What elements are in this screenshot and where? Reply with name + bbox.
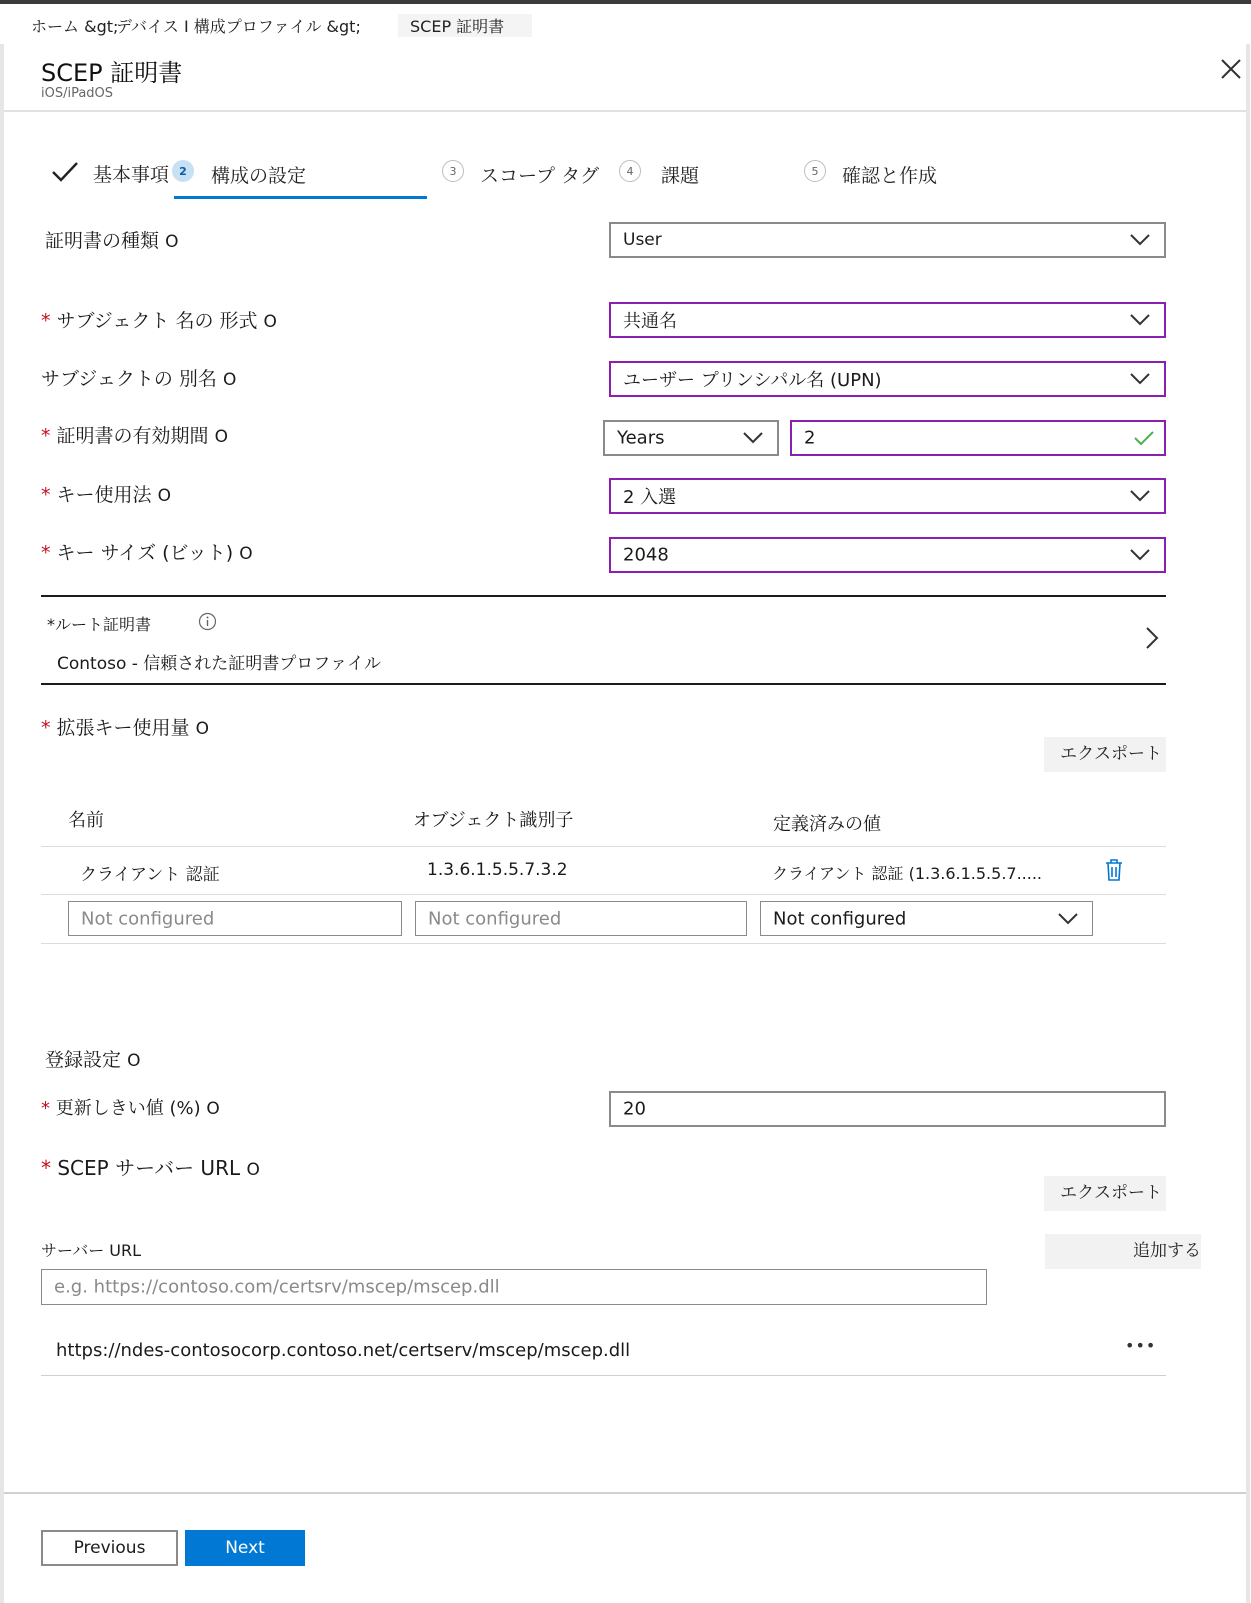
step-configuration[interactable] — [172, 160, 432, 190]
info-icon[interactable]: O — [157, 486, 171, 506]
eku-label: * 拡張キー使用量 O — [41, 717, 209, 739]
add-server-url-button[interactable]: 追加する — [1045, 1234, 1201, 1269]
step-basics[interactable] — [50, 160, 180, 190]
root-cert-row[interactable] — [41, 597, 1166, 683]
info-icon[interactable]: O — [206, 1099, 220, 1119]
info-icon[interactable]: O — [165, 232, 179, 252]
cert-type-label: 証明書の種類 O — [45, 230, 179, 252]
eku-predefined-select[interactable] — [760, 901, 1093, 936]
table-row — [41, 847, 1166, 894]
step-number-2: 2 — [172, 160, 194, 182]
server-url-rule — [41, 1375, 1166, 1376]
step-label-scope-tags: スコープ タグ — [480, 165, 600, 187]
key-size-value: 2048 — [623, 544, 669, 566]
renewal-input[interactable] — [609, 1091, 1166, 1127]
more-icon[interactable]: ••• — [1125, 1336, 1157, 1355]
step-number-5: 5 — [804, 160, 826, 182]
eku-row-name: クライアント 認証 — [80, 865, 220, 885]
footer-divider — [4, 1492, 1246, 1494]
info-icon[interactable]: O — [214, 427, 228, 447]
subject-name-select[interactable] — [609, 302, 1166, 338]
close-icon[interactable] — [1220, 58, 1242, 80]
step-assignments[interactable] — [619, 160, 719, 190]
info-icon[interactable]: O — [239, 544, 253, 564]
trash-icon[interactable] — [1104, 858, 1124, 882]
chevron-down-icon — [1130, 490, 1150, 502]
step-number-3: 3 — [442, 160, 464, 182]
subject-alt-value: ユーザー プリンシパル名 (UPN) — [623, 370, 882, 391]
subject-name-label: * サブジェクト 名の 形式 O — [41, 310, 277, 332]
cert-type-select[interactable] — [609, 222, 1166, 258]
info-icon[interactable]: O — [127, 1051, 141, 1071]
scep-url-label: * SCEP サーバー URL O — [41, 1156, 260, 1180]
validity-unit-select[interactable] — [603, 420, 779, 456]
info-icon[interactable]: O — [195, 719, 209, 739]
cert-type-value: User — [623, 230, 662, 250]
info-icon[interactable]: O — [246, 1160, 260, 1180]
validity-value-input[interactable] — [790, 420, 1166, 456]
server-url-input[interactable] — [41, 1269, 987, 1305]
step-review-create[interactable] — [804, 160, 954, 190]
scep-export-button[interactable]: エクスポート — [1044, 1176, 1166, 1211]
eku-new-row-rule — [41, 943, 1166, 944]
renewal-label: * 更新しきい値 (%) O — [41, 1098, 220, 1119]
breadcrumb — [0, 4, 1251, 44]
breadcrumb-home[interactable]: ホーム &gt; — [31, 17, 119, 36]
chevron-down-icon — [1130, 373, 1150, 385]
chevron-down-icon — [1058, 913, 1078, 925]
eku-row-rule — [41, 894, 1166, 895]
chevron-down-icon — [1130, 234, 1150, 246]
panel-right-edge — [1246, 44, 1250, 1603]
eku-row-predefined: クライアント 認証 (1.3.6.1.5.5.7..... — [772, 864, 1043, 883]
breadcrumb-devices[interactable]: デバイス I 構成プロファイル &gt; — [116, 17, 361, 36]
server-url-entry: https://ndes-contosocorp.contoso.net/certserv/mscep/mscep.dll — [56, 1340, 631, 1361]
header-divider — [4, 110, 1246, 112]
step-label-assignments: 課題 — [661, 165, 700, 187]
active-step-indicator — [174, 196, 427, 199]
root-cert-label: *ルート証明書 — [47, 615, 152, 634]
check-valid-icon — [1134, 430, 1154, 446]
step-number-4: 4 — [619, 160, 641, 182]
server-url-label: サーバー URL — [41, 1241, 142, 1260]
validity-label: * 証明書の有効期間 O — [41, 425, 228, 447]
subject-alt-select[interactable] — [609, 361, 1166, 397]
chevron-down-icon — [1130, 314, 1150, 326]
subject-alt-label: サブジェクトの 別名 O — [41, 368, 237, 390]
eku-oid-placeholder: Not configured — [428, 908, 562, 929]
panel-left-edge — [0, 44, 4, 1603]
step-label-configuration: 構成の設定 — [211, 165, 307, 187]
key-usage-select[interactable] — [609, 478, 1166, 514]
eku-col-name: 名前 — [68, 810, 104, 831]
step-scope-tags[interactable] — [442, 160, 600, 190]
eku-predefined-value: Not configured — [773, 908, 907, 929]
checkmark-icon — [50, 160, 80, 184]
eku-oid-input[interactable] — [415, 901, 747, 936]
previous-button[interactable]: Previous — [41, 1530, 178, 1566]
chevron-down-icon — [1130, 549, 1150, 561]
key-size-label: * キー サイズ (ビット) O — [41, 542, 253, 564]
chevron-down-icon — [743, 432, 763, 444]
validity-value: 2 — [804, 427, 816, 449]
page-subtitle: iOS/iPadOS — [41, 86, 114, 101]
eku-name-input[interactable] — [68, 901, 402, 936]
validity-unit-value: Years — [617, 427, 665, 449]
subject-name-value: 共通名 — [623, 311, 677, 332]
info-circle-icon[interactable] — [198, 612, 217, 631]
eku-row-oid: 1.3.6.1.5.5.7.3.2 — [427, 860, 568, 880]
step-label-review-create: 確認と作成 — [842, 165, 938, 187]
server-url-placeholder: e.g. https://contoso.com/certsrv/mscep/mscep.dll — [54, 1276, 500, 1298]
eku-name-placeholder: Not configured — [81, 908, 215, 929]
page-title: SCEP 証明書 — [41, 59, 183, 87]
eku-col-predefined: 定義済みの値 — [773, 814, 881, 835]
enrollment-label: 登録設定 O — [45, 1049, 141, 1071]
key-size-select[interactable] — [609, 537, 1166, 573]
info-icon[interactable]: O — [263, 312, 277, 332]
key-usage-label: * キー使用法 O — [41, 484, 171, 506]
chevron-right-icon — [1145, 626, 1159, 650]
eku-export-button[interactable]: エクスポート — [1044, 737, 1166, 772]
info-icon[interactable]: O — [222, 370, 237, 390]
step-label-basics: 基本事項 — [93, 164, 170, 186]
root-cert-value: Contoso - 信頼された証明書プロファイル — [57, 654, 381, 674]
key-usage-value: 2 入選 — [623, 487, 677, 508]
next-button[interactable]: Next — [185, 1530, 305, 1566]
wizard-steps — [50, 160, 1230, 200]
eku-col-oid: オブジェクト識別子 — [413, 810, 574, 831]
renewal-value: 20 — [623, 1098, 646, 1120]
root-cert-bottom-rule — [41, 683, 1166, 685]
breadcrumb-current: SCEP 証明書 — [398, 14, 532, 37]
list-item — [41, 1328, 1166, 1374]
